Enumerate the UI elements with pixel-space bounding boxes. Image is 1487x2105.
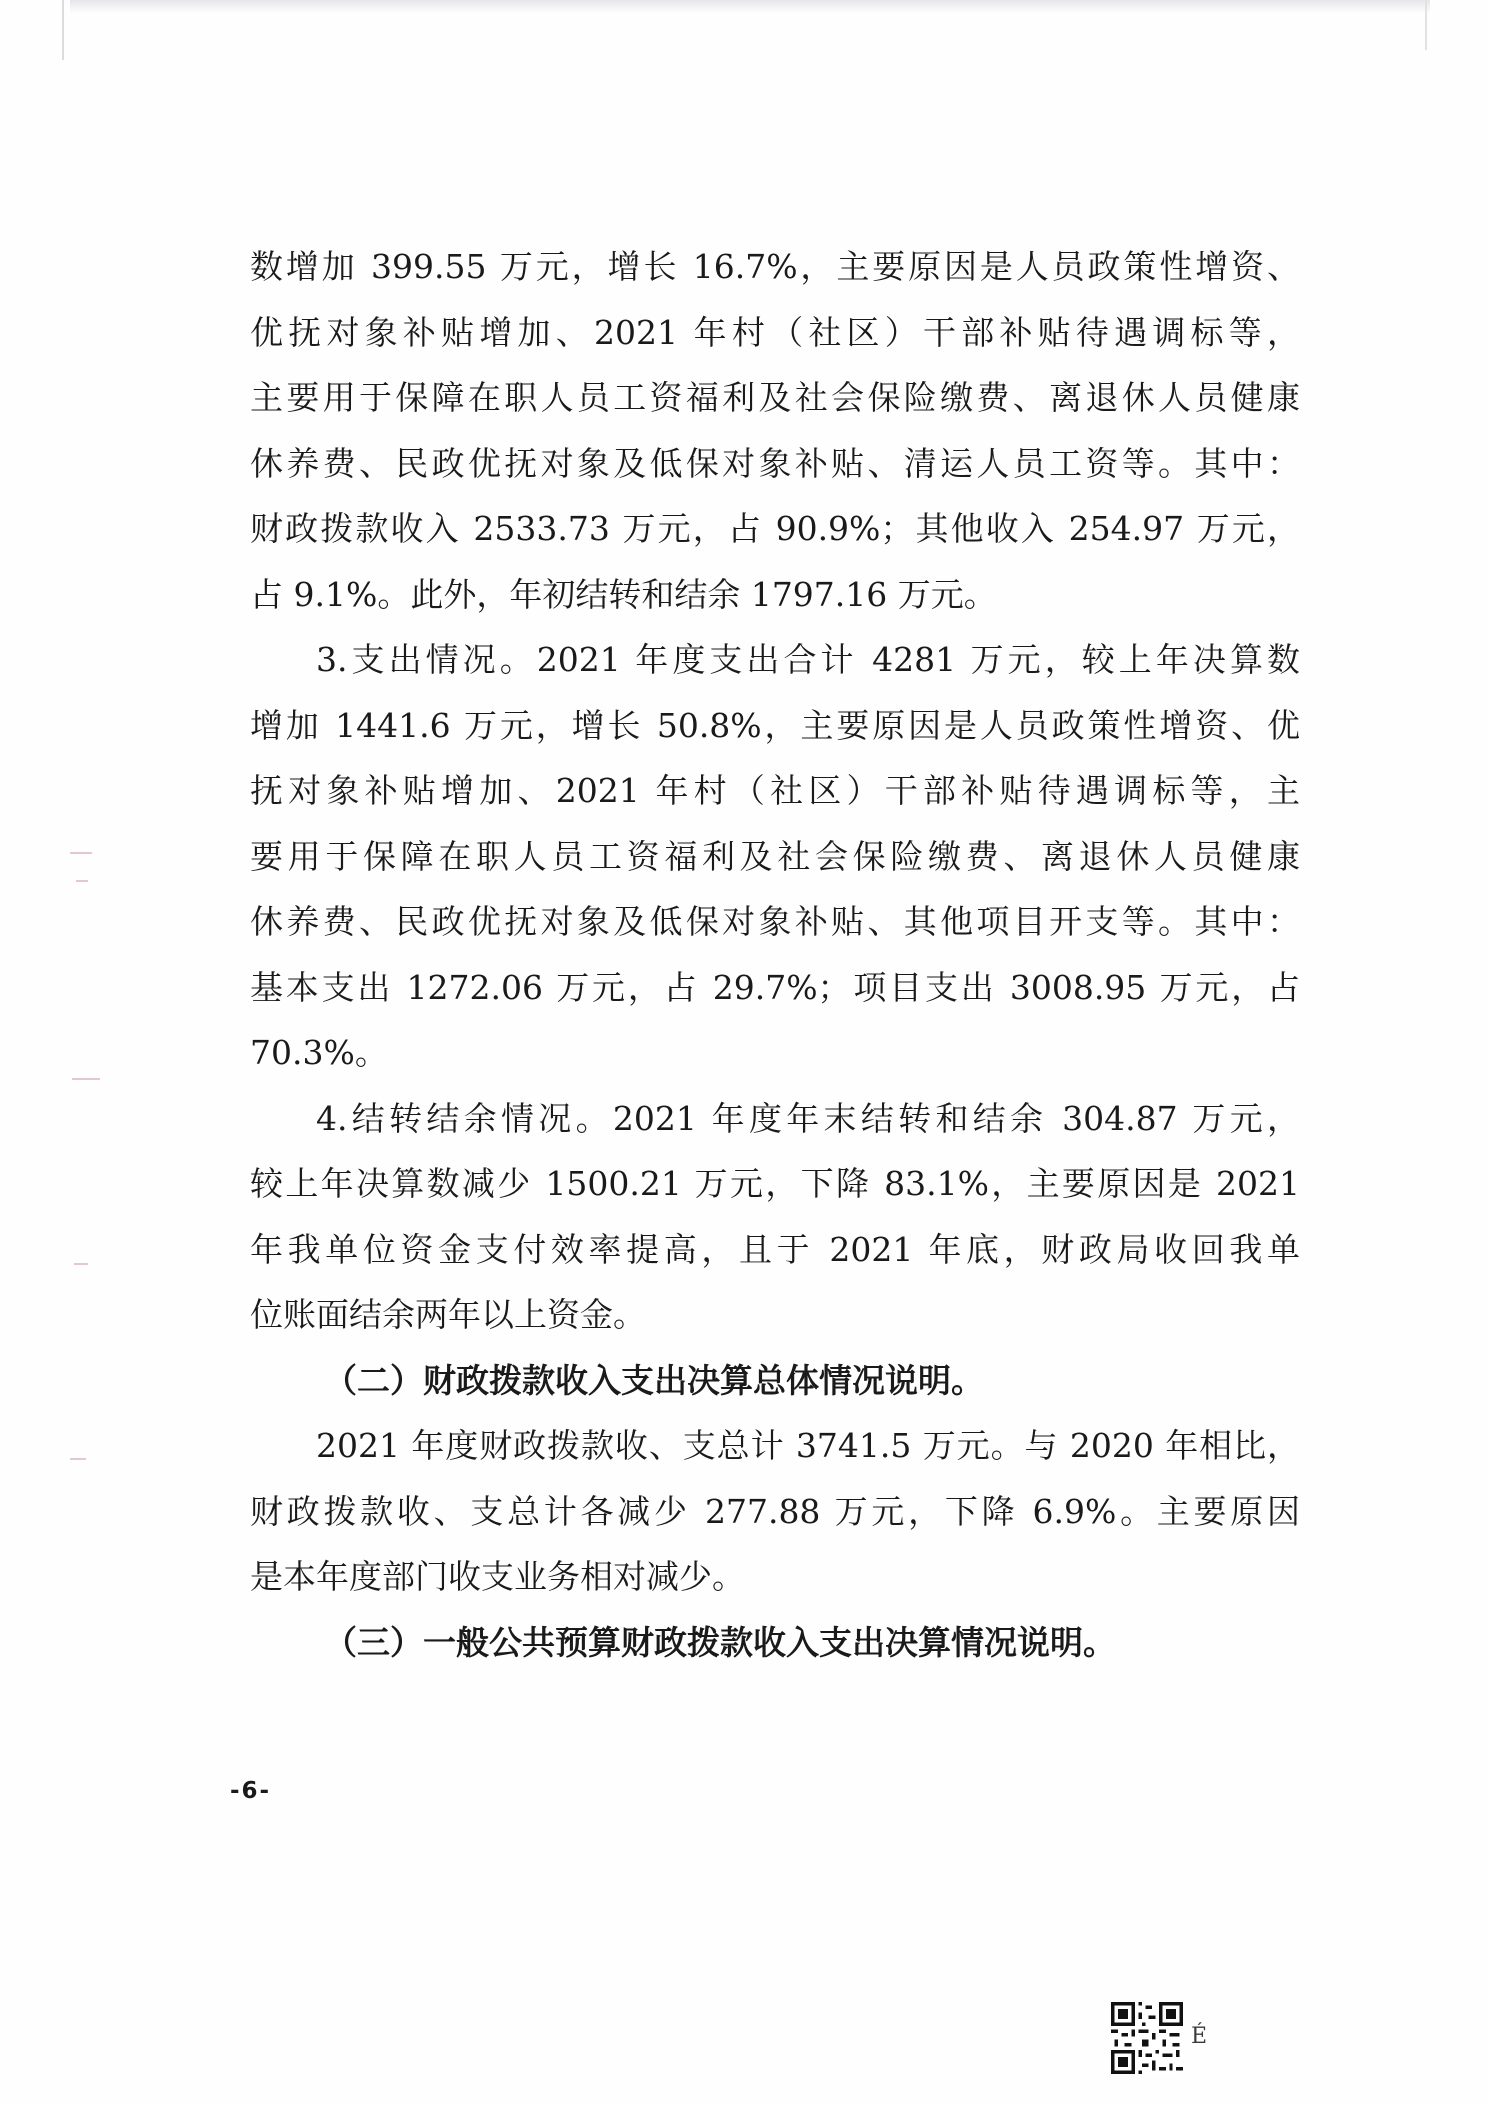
- text-line: 70.3%。: [250, 1033, 388, 1072]
- margin-mark: [70, 1458, 86, 1460]
- scan-edge-right: [1425, 0, 1427, 50]
- margin-mark: [70, 852, 92, 854]
- qr-code-icon: [1111, 2002, 1183, 2074]
- body-text: [250, 234, 1300, 1675]
- text-line: 3.支出情况。2021 年度支出合计 4281 万元，较上年决算数: [316, 640, 1300, 679]
- page-number: -6-: [230, 1778, 272, 1804]
- margin-mark: [74, 1263, 88, 1265]
- text-line: 优抚对象补贴增加、2021 年村（社区）干部补贴待遇调标等，: [250, 312, 1300, 352]
- text-line: 增加 1441.6 万元，增长 50.8%，主要原因是人员政策性增资、优: [250, 705, 1300, 745]
- text-line: 基本支出 1272.06 万元，占 29.7%；项目支出 3008.95 万元，占: [250, 967, 1300, 1007]
- margin-mark: [76, 880, 88, 882]
- text-line: 年我单位资金支付效率提高，且于 2021 年底，财政局收回我单: [250, 1229, 1300, 1269]
- scan-edge-left: [62, 0, 64, 60]
- text-line: 位账面结余两年以上资金。: [250, 1295, 646, 1334]
- text-line: 财政拨款收、支总计各减少 277.88 万元，下降 6.9%。主要原因: [250, 1491, 1300, 1531]
- text-line: 占 9.1%。此外，年初结转和结余 1797.16 万元。: [250, 574, 997, 614]
- scanner-mark: É: [1191, 2024, 1208, 2049]
- text-line: 休养费、民政优抚对象及低保对象补贴、清运人员工资等。其中：: [250, 443, 1300, 483]
- text-line: 较上年决算数减少 1500.21 万元，下降 83.1%，主要原因是 2021: [250, 1164, 1300, 1203]
- margin-mark: [72, 1078, 100, 1080]
- text-line: 数增加 399.55 万元，增长 16.7%，主要原因是人员政策性增资、: [250, 247, 1300, 286]
- text-line: 主要用于保障在职人员工资福利及社会保险缴费、离退休人员健康: [250, 378, 1300, 417]
- text-line: 要用于保障在职人员工资福利及社会保险缴费、离退休人员健康: [250, 836, 1300, 876]
- section-heading-3: （三）一般公共预算财政拨款收入支出决算情况说明。: [324, 1622, 1116, 1662]
- text-line: 财政拨款收入 2533.73 万元，占 90.9%；其他收入 254.97 万元，: [250, 509, 1300, 548]
- section-heading-2: （二）财政拨款收入支出决算总体情况说明。: [324, 1360, 984, 1400]
- text-line: 休养费、民政优抚对象及低保对象补贴、其他项目开支等。其中：: [250, 902, 1300, 941]
- text-line: 是本年度部门收支业务相对减少。: [250, 1557, 745, 1596]
- text-line: 抚对象补贴增加、2021 年村（社区）干部补贴待遇调标等，主: [250, 771, 1300, 810]
- scan-top-shadow: [70, 0, 1430, 14]
- text-line: 4.结转结余情况。2021 年度年末结转和结余 304.87 万元，: [316, 1098, 1300, 1138]
- text-line: 2021 年度财政拨款收、支总计 3741.5 万元。与 2020 年相比，: [316, 1426, 1300, 1465]
